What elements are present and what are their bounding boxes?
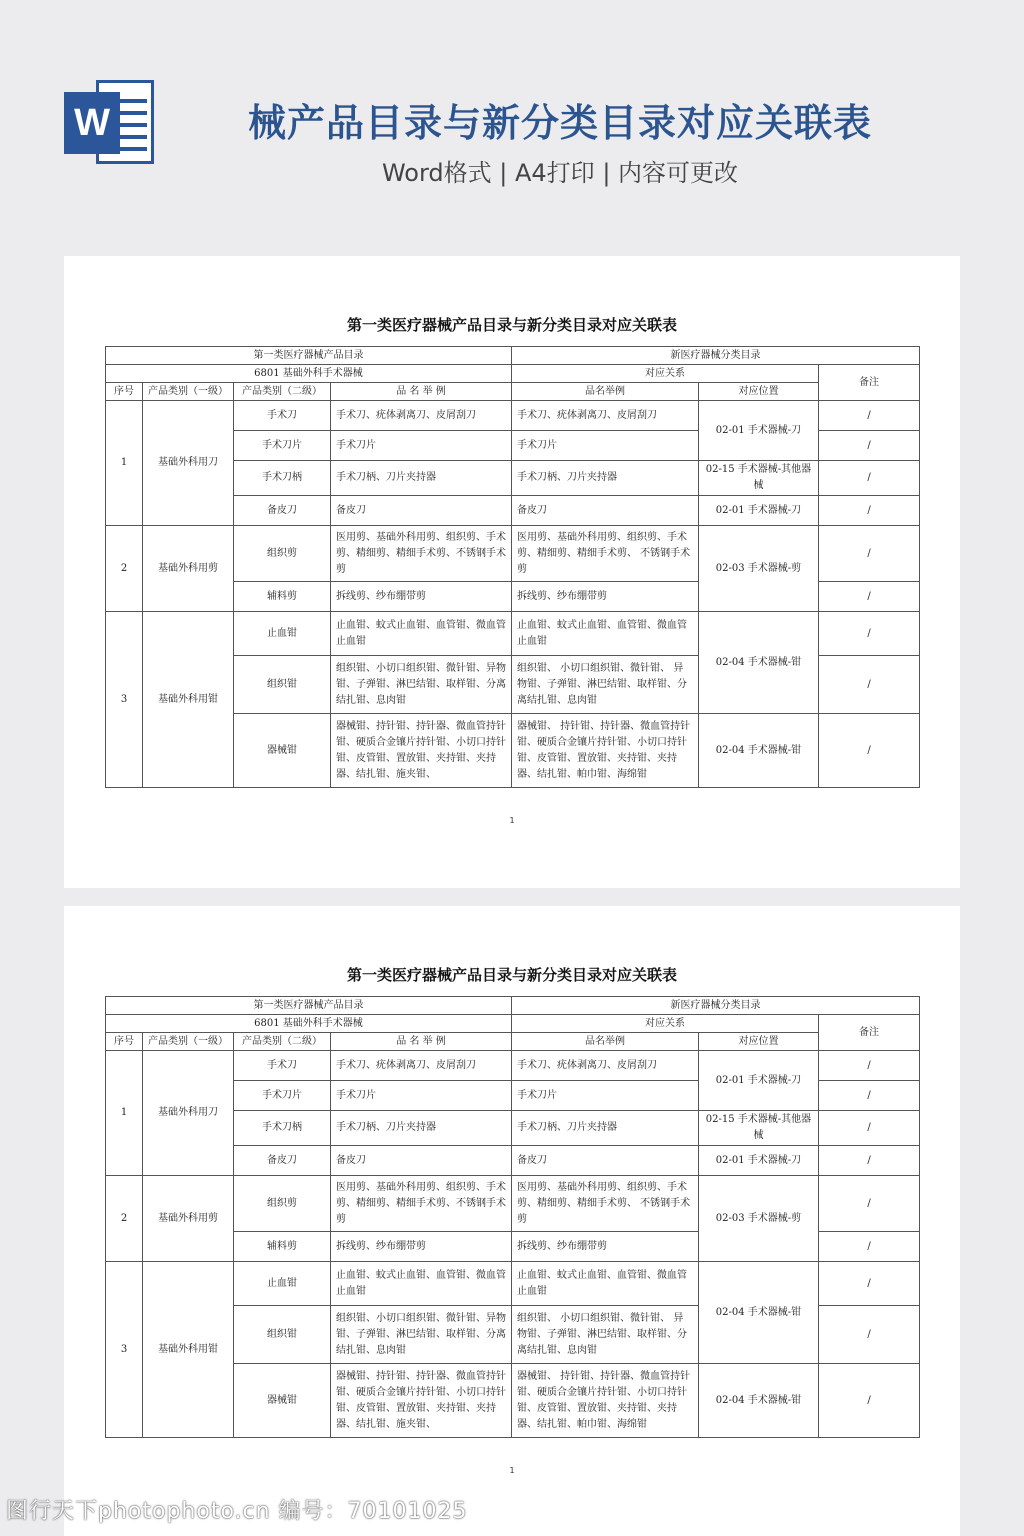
page-number: 1 xyxy=(509,816,515,825)
category-level2: 手术刀片 xyxy=(234,431,331,461)
new-product-examples: 组织钳、 小切口组织钳、微针钳、 异物钳、子弹钳、淋巴结钳、取样钳、分离结扎钳、息肉钳 xyxy=(512,1306,699,1364)
category-level2: 组织钳 xyxy=(234,656,331,714)
category-level2: 器械钳 xyxy=(234,1364,331,1438)
new-product-examples: 手术刀、疣体剥离刀、皮屑刮刀 xyxy=(512,401,699,431)
column-header: 产品类别（二级） xyxy=(234,1033,331,1051)
old-catalog-code: 6801 基础外科手术器械 xyxy=(106,365,512,383)
old-catalog-code: 6801 基础外科手术器械 xyxy=(106,1015,512,1033)
new-product-examples: 手术刀片 xyxy=(512,1081,699,1111)
document-page-1 xyxy=(64,256,960,888)
word-document-icon xyxy=(64,80,156,166)
remark-cell: / xyxy=(819,1111,920,1146)
column-header: 对应位置 xyxy=(699,1033,819,1051)
column-header: 序号 xyxy=(106,383,143,401)
column-header: 品名举例 xyxy=(512,383,699,401)
table-row xyxy=(106,1262,920,1306)
category-level2: 手术刀 xyxy=(234,401,331,431)
remark-cell: / xyxy=(819,1146,920,1176)
mapping-position: 02-04 手术器械-钳 xyxy=(699,612,819,714)
document-title: 第一类医疗器械产品目录与新分类目录对应关联表 xyxy=(346,966,677,984)
product-examples: 手术刀、疣体剥离刀、皮屑刮刀 xyxy=(331,1051,512,1081)
banner-header xyxy=(0,0,1024,250)
new-product-examples: 拆线剪、纱布绷带剪 xyxy=(512,582,699,612)
remark-header: 备注 xyxy=(819,365,920,401)
new-product-examples: 备皮刀 xyxy=(512,1146,699,1176)
category-level2: 手术刀 xyxy=(234,1051,331,1081)
page-number: 1 xyxy=(509,1466,515,1475)
mapping-position: 02-01 手术器械-刀 xyxy=(699,401,819,461)
product-examples: 拆线剪、纱布绷带剪 xyxy=(331,1232,512,1262)
remark-cell: / xyxy=(819,496,920,526)
category-level2: 器械钳 xyxy=(234,714,331,788)
remark-cell: / xyxy=(819,612,920,656)
row-number: 2 xyxy=(106,526,143,612)
category-level2: 止血钳 xyxy=(234,1262,331,1306)
remark-cell: / xyxy=(819,1262,920,1306)
table-row xyxy=(106,526,920,582)
new-product-examples: 手术刀柄、刀片夹持器 xyxy=(512,461,699,496)
new-catalog-header: 新医疗器械分类目录 xyxy=(512,347,920,365)
category-level2: 备皮刀 xyxy=(234,496,331,526)
row-number: 3 xyxy=(106,1262,143,1438)
new-product-examples: 止血钳、蚊式止血钳、血管钳、微血管止血钳 xyxy=(512,1262,699,1306)
new-product-examples: 备皮刀 xyxy=(512,496,699,526)
category-level2: 止血钳 xyxy=(234,612,331,656)
new-product-examples: 医用剪、基础外科用剪、组织剪、手术剪、精细剪、精细手术剪、 不锈钢手术剪 xyxy=(512,526,699,582)
new-catalog-header: 新医疗器械分类目录 xyxy=(512,997,920,1015)
remark-cell: / xyxy=(819,461,920,496)
remark-cell: / xyxy=(819,1081,920,1111)
category-level1: 基础外科用钳 xyxy=(143,612,234,788)
mapping-position: 02-01 手术器械-刀 xyxy=(699,496,819,526)
table-row xyxy=(106,612,920,656)
table-row xyxy=(106,1176,920,1232)
product-examples: 拆线剪、纱布绷带剪 xyxy=(331,582,512,612)
table-row xyxy=(106,401,920,431)
category-level2: 辅料剪 xyxy=(234,1232,331,1262)
banner-subtitle: Word格式 | A4打印 | 内容可更改 xyxy=(381,159,739,187)
mapping-position: 02-03 手术器械-剪 xyxy=(699,1176,819,1262)
column-header: 品 名 举 例 xyxy=(331,383,512,401)
category-level2: 手术刀柄 xyxy=(234,1111,331,1146)
remark-cell: / xyxy=(819,1364,920,1438)
mapping-header: 对应关系 xyxy=(512,1015,819,1033)
row-number: 2 xyxy=(106,1176,143,1262)
mapping-position: 02-01 手术器械-刀 xyxy=(699,1051,819,1111)
product-examples: 备皮刀 xyxy=(331,1146,512,1176)
category-level1: 基础外科用剪 xyxy=(143,526,234,612)
product-examples: 医用剪、基础外科用剪、组织剪、手术剪、精细剪、精细手术剪、不锈钢手术剪 xyxy=(331,526,512,582)
category-level2: 辅料剪 xyxy=(234,582,331,612)
product-examples: 止血钳、蚊式止血钳、血管钳、微血管止血钳 xyxy=(331,1262,512,1306)
mapping-position: 02-15 手术器械-其他器械 xyxy=(699,461,819,496)
remark-cell: / xyxy=(819,656,920,714)
new-product-examples: 器械钳、 持针钳、持针器、微血管持针钳、硬质合金镶片持针钳、小切口持针钳、皮管钳、置放钳、夹持钳、夹持器、结扎钳、帕巾钳、海绵钳 xyxy=(512,714,699,788)
product-examples: 手术刀柄、刀片夹持器 xyxy=(331,1111,512,1146)
column-header: 序号 xyxy=(106,1033,143,1051)
old-catalog-header: 第一类医疗器械产品目录 xyxy=(106,347,512,365)
product-examples: 手术刀、疣体剥离刀、皮屑刮刀 xyxy=(331,401,512,431)
category-level1: 基础外科用刀 xyxy=(143,401,234,526)
remark-cell: / xyxy=(819,1176,920,1232)
column-header: 产品类别（二级） xyxy=(234,383,331,401)
column-header: 产品类别（一级） xyxy=(143,1033,234,1051)
document-page-2 xyxy=(64,906,960,1536)
category-level1: 基础外科用钳 xyxy=(143,1262,234,1438)
old-catalog-header: 第一类医疗器械产品目录 xyxy=(106,997,512,1015)
document-title: 第一类医疗器械产品目录与新分类目录对应关联表 xyxy=(346,316,677,334)
mapping-position: 02-04 手术器械-钳 xyxy=(699,714,819,788)
column-header: 对应位置 xyxy=(699,383,819,401)
new-product-examples: 手术刀柄、刀片夹持器 xyxy=(512,1111,699,1146)
product-examples: 手术刀柄、刀片夹持器 xyxy=(331,461,512,496)
remark-cell: / xyxy=(819,431,920,461)
catalog-table xyxy=(105,346,920,788)
category-level2: 组织钳 xyxy=(234,1306,331,1364)
row-number: 1 xyxy=(106,401,143,526)
remark-cell: / xyxy=(819,401,920,431)
product-examples: 备皮刀 xyxy=(331,496,512,526)
catalog-table xyxy=(105,996,920,1438)
new-product-examples: 器械钳、 持针钳、持针器、微血管持针钳、硬质合金镶片持针钳、小切口持针钳、皮管钳、置放钳、夹持钳、夹持器、结扎钳、帕巾钳、海绵钳 xyxy=(512,1364,699,1438)
column-header: 产品类别（一级） xyxy=(143,383,234,401)
category-level2: 组织剪 xyxy=(234,1176,331,1232)
category-level1: 基础外科用剪 xyxy=(143,1176,234,1262)
row-number: 3 xyxy=(106,612,143,788)
column-header: 品 名 举 例 xyxy=(331,1033,512,1051)
product-examples: 医用剪、基础外科用剪、组织剪、手术剪、精细剪、精细手术剪、不锈钢手术剪 xyxy=(331,1176,512,1232)
category-level2: 手术刀片 xyxy=(234,1081,331,1111)
mapping-header: 对应关系 xyxy=(512,365,819,383)
product-examples: 器械钳、持针钳、持针器、微血管持针钳、硬质合金镶片持针钳、小切口持针钳、皮管钳、置放钳、夹持钳、夹持器、结扎钳、施夹钳、 xyxy=(331,714,512,788)
remark-cell: / xyxy=(819,1051,920,1081)
mapping-position: 02-04 手术器械-钳 xyxy=(699,1364,819,1438)
product-examples: 止血钳、蚊式止血钳、血管钳、微血管止血钳 xyxy=(331,612,512,656)
product-examples: 器械钳、持针钳、持针器、微血管持针钳、硬质合金镶片持针钳、小切口持针钳、皮管钳、置放钳、夹持钳、夹持器、结扎钳、施夹钳、 xyxy=(331,1364,512,1438)
new-product-examples: 医用剪、基础外科用剪、组织剪、手术剪、精细剪、精细手术剪、 不锈钢手术剪 xyxy=(512,1176,699,1232)
new-product-examples: 止血钳、蚊式止血钳、血管钳、微血管止血钳 xyxy=(512,612,699,656)
new-product-examples: 拆线剪、纱布绷带剪 xyxy=(512,1232,699,1262)
column-header: 品名举例 xyxy=(512,1033,699,1051)
product-examples: 手术刀片 xyxy=(331,1081,512,1111)
category-level2: 组织剪 xyxy=(234,526,331,582)
remark-cell: / xyxy=(819,582,920,612)
watermark-text: 图行天下photophoto.cn 编号：70101025 xyxy=(6,1499,468,1524)
remark-cell: / xyxy=(819,526,920,582)
mapping-position: 02-04 手术器械-钳 xyxy=(699,1262,819,1364)
new-product-examples: 手术刀、疣体剥离刀、皮屑刮刀 xyxy=(512,1051,699,1081)
mapping-position: 02-03 手术器械-剪 xyxy=(699,526,819,612)
remark-cell: / xyxy=(819,714,920,788)
mapping-position: 02-01 手术器械-刀 xyxy=(699,1146,819,1176)
product-examples: 组织钳、小切口组织钳、微针钳、异物钳、子弹钳、淋巴结钳、取样钳、分离结扎钳、息肉钳 xyxy=(331,656,512,714)
row-number: 1 xyxy=(106,1051,143,1176)
word-logo-letter: W xyxy=(64,92,120,154)
category-level2: 手术刀柄 xyxy=(234,461,331,496)
mapping-position: 02-15 手术器械-其他器械 xyxy=(699,1111,819,1146)
product-examples: 组织钳、小切口组织钳、微针钳、异物钳、子弹钳、淋巴结钳、取样钳、分离结扎钳、息肉钳 xyxy=(331,1306,512,1364)
table-row xyxy=(106,1051,920,1081)
remark-cell: / xyxy=(819,1306,920,1364)
product-examples: 手术刀片 xyxy=(331,431,512,461)
banner-title: 械产品目录与新分类目录对应关联表 xyxy=(247,101,872,145)
category-level2: 备皮刀 xyxy=(234,1146,331,1176)
remark-cell: / xyxy=(819,1232,920,1262)
category-level1: 基础外科用刀 xyxy=(143,1051,234,1176)
new-product-examples: 手术刀片 xyxy=(512,431,699,461)
new-product-examples: 组织钳、 小切口组织钳、微针钳、 异物钳、子弹钳、淋巴结钳、取样钳、分离结扎钳、息肉钳 xyxy=(512,656,699,714)
remark-header: 备注 xyxy=(819,1015,920,1051)
